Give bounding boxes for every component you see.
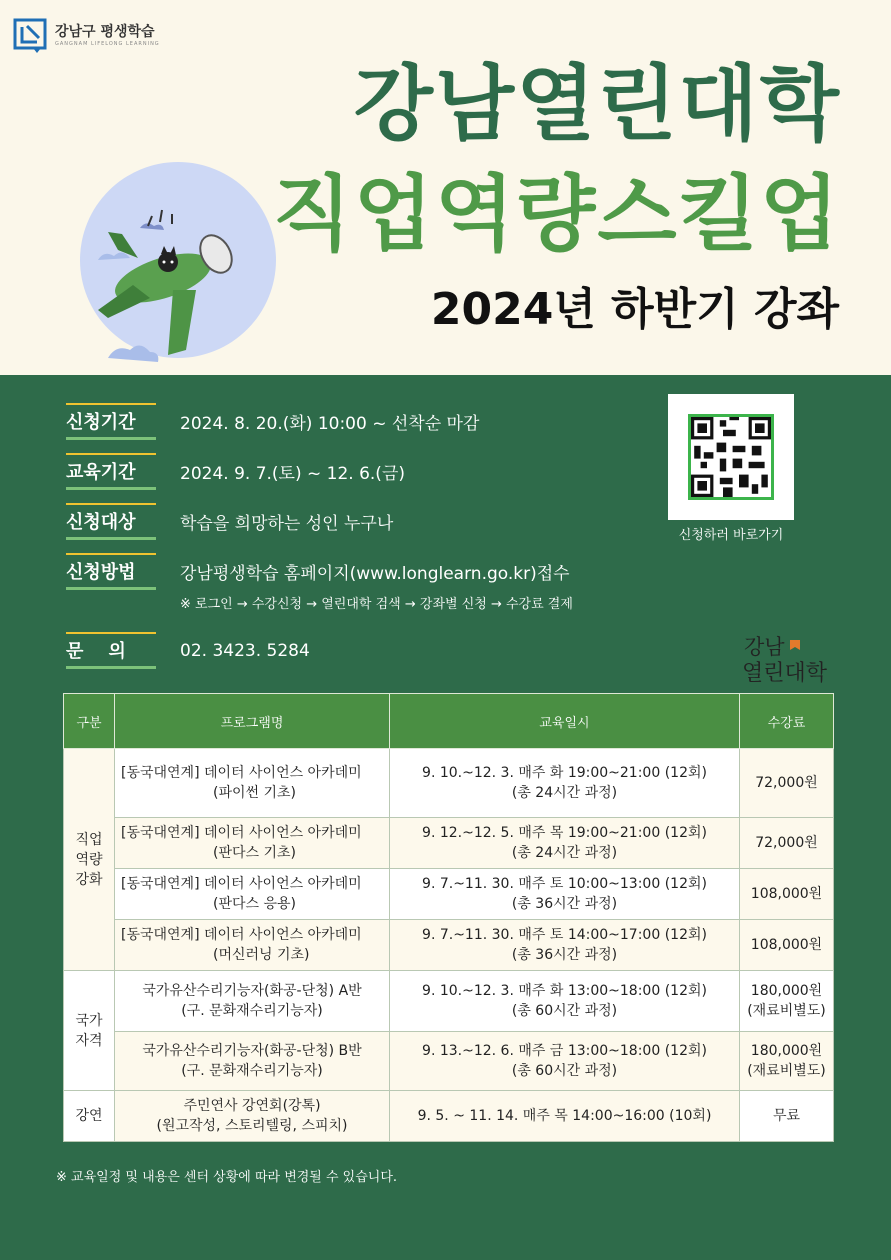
book-icon bbox=[790, 640, 800, 650]
category-cell: 직업 역량 강화 bbox=[64, 749, 115, 971]
header-section bbox=[0, 0, 891, 375]
col-header-category: 구분 bbox=[64, 694, 115, 749]
info-label: 문 의 bbox=[66, 632, 156, 669]
table-row bbox=[64, 1091, 834, 1142]
info-value: 학습을 희망하는 성인 누구나 bbox=[180, 514, 394, 534]
info-row-contact bbox=[66, 632, 310, 669]
table-row bbox=[64, 920, 834, 971]
info-row-target bbox=[66, 503, 393, 540]
info-value: 2024. 9. 7.(토) ~ 12. 6.(금) bbox=[180, 464, 405, 484]
info-label: 신청방법 bbox=[66, 553, 156, 590]
info-row-apply-period bbox=[66, 403, 479, 440]
info-label: 교육기간 bbox=[66, 453, 156, 490]
info-row-method bbox=[66, 553, 570, 590]
category-cell: 강연 bbox=[64, 1091, 115, 1142]
qr-caption[interactable]: 신청하러 바로가기 bbox=[678, 528, 784, 543]
info-row-edu-period bbox=[66, 453, 405, 490]
logo-name-kr: 강남구 평생학습 bbox=[55, 24, 155, 40]
info-label: 신청대상 bbox=[66, 503, 156, 540]
program-cell: 주민연사 강연회(강톡) (원고작성, 스토리텔링, 스피치) bbox=[115, 1091, 390, 1142]
schedule-cell: 9. 10.~12. 3. 매주 화 13:00~18:00 (12회) (총 60시간 과정) bbox=[390, 971, 740, 1032]
fee-cell: 72,000원 bbox=[740, 818, 834, 869]
table-row bbox=[64, 1032, 834, 1091]
schedule-cell: 9. 7.~11. 30. 매주 토 10:00~13:00 (12회) (총 36시간 과정) bbox=[390, 869, 740, 920]
airplane-illustration bbox=[78, 150, 278, 370]
fee-cell: 무료 bbox=[740, 1091, 834, 1142]
table-row bbox=[64, 971, 834, 1032]
program-cell: 국가유산수리기능자(화공-단청) A반 (구. 문화재수리기능자) bbox=[115, 971, 390, 1032]
info-method-steps: ※ 로그인 → 수강신청 → 열린대학 검색 → 강좌별 신청 → 수강료 결제 bbox=[180, 597, 573, 612]
title-line1: 강남열린대학 bbox=[353, 57, 841, 152]
gangnam-logo[interactable] bbox=[13, 18, 160, 54]
schedule-cell: 9. 12.~12. 5. 매주 목 19:00~21:00 (12회) (총 24시간 과정) bbox=[390, 818, 740, 869]
fee-cell: 72,000원 bbox=[740, 749, 834, 818]
category-cell: 국가 자격 bbox=[64, 971, 115, 1091]
info-label: 신청기간 bbox=[66, 403, 156, 440]
fee-cell: 108,000원 bbox=[740, 869, 834, 920]
fee-cell: 180,000원 (재료비별도) bbox=[740, 971, 834, 1032]
qr-pattern-icon bbox=[691, 417, 771, 497]
table-header-row bbox=[64, 694, 834, 749]
program-cell: [동국대연계] 데이터 사이언스 아카데미 (파이썬 기초) bbox=[115, 749, 390, 818]
gangnam-open-univ-logo bbox=[742, 630, 837, 686]
title-line2: 직업역량스킬업 bbox=[272, 167, 841, 262]
table-row bbox=[64, 818, 834, 869]
info-value: 강남평생학습 홈페이지(www.longlearn.go.kr)접수 bbox=[180, 564, 570, 584]
col-header-program: 프로그램명 bbox=[115, 694, 390, 749]
title-line3: 2024년 하반기 강좌 bbox=[430, 284, 839, 335]
schedule-cell: 9. 7.~11. 30. 매주 토 14:00~17:00 (12회) (총 36시간 과정) bbox=[390, 920, 740, 971]
schedule-cell: 9. 10.~12. 3. 매주 화 19:00~21:00 (12회) (총 24시간 과정) bbox=[390, 749, 740, 818]
logo-name-en: GANGNAM LIFELONG LEARNING bbox=[55, 41, 160, 47]
brand-line2: 열린대학 bbox=[742, 661, 828, 686]
info-value: 2024. 8. 20.(화) 10:00 ~ 선착순 마감 bbox=[180, 414, 480, 434]
schedule-cell: 9. 13.~12. 6. 매주 금 13:00~18:00 (12회) (총 60시간 과정) bbox=[390, 1032, 740, 1091]
schedule-cell: 9. 5. ~ 11. 14. 매주 목 14:00~16:00 (10회) bbox=[390, 1091, 740, 1142]
footnote: ※ 교육일정 및 내용은 센터 상황에 따라 변경될 수 있습니다. bbox=[56, 1170, 398, 1185]
program-cell: [동국대연계] 데이터 사이언스 아카데미 (판다스 응용) bbox=[115, 869, 390, 920]
info-value: 02. 3423. 5284 bbox=[180, 640, 310, 661]
fee-cell: 108,000원 bbox=[740, 920, 834, 971]
program-cell: 국가유산수리기능자(화공-단청) B반 (구. 문화재수리기능자) bbox=[115, 1032, 390, 1091]
qr-code[interactable] bbox=[668, 394, 794, 520]
fee-cell: 180,000원 (재료비별도) bbox=[740, 1032, 834, 1091]
program-cell: [동국대연계] 데이터 사이언스 아카데미 (머신러닝 기초) bbox=[115, 920, 390, 971]
col-header-schedule: 교육일시 bbox=[390, 694, 740, 749]
col-header-fee: 수강료 bbox=[740, 694, 834, 749]
logo-mark-icon bbox=[13, 18, 49, 54]
program-cell: [동국대연계] 데이터 사이언스 아카데미 (판다스 기초) bbox=[115, 818, 390, 869]
schedule-table bbox=[63, 693, 834, 1142]
table-row bbox=[64, 869, 834, 920]
table-row bbox=[64, 749, 834, 818]
brand-line1: 강남 bbox=[744, 635, 785, 659]
